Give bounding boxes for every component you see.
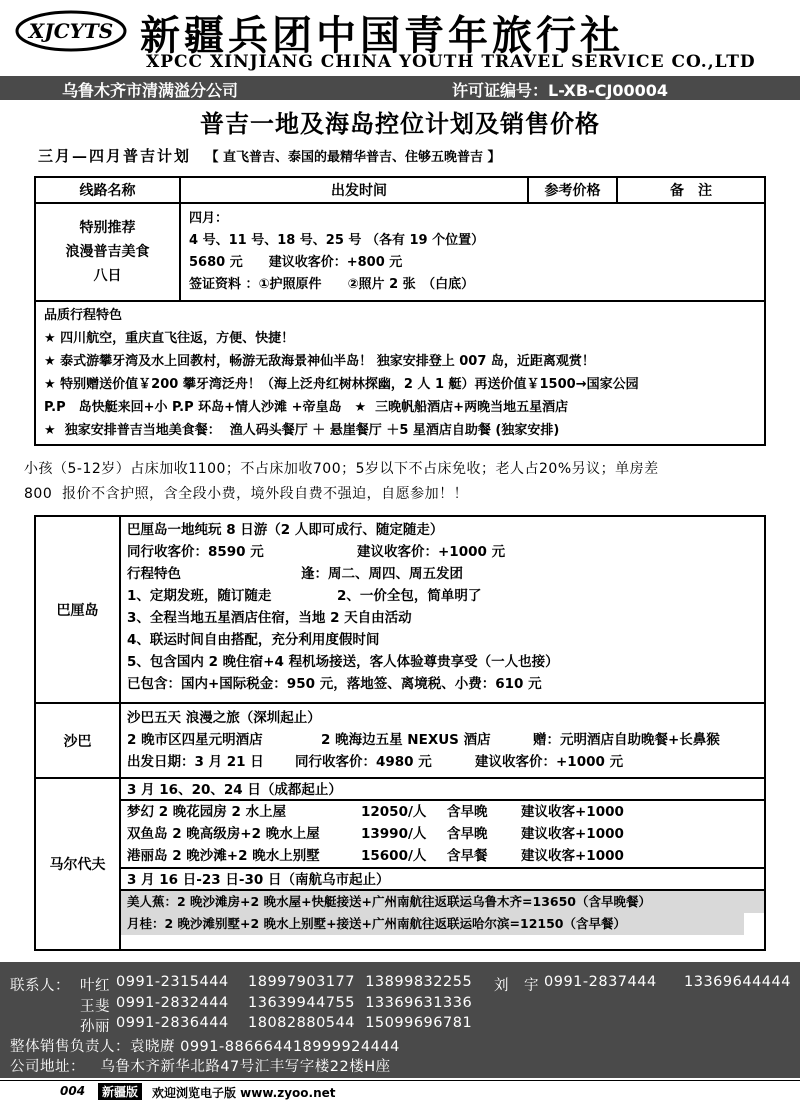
table-row (121, 823, 764, 845)
header (0, 0, 800, 80)
bali-price-line (121, 541, 764, 563)
maldives-package: 月桂：2 晚沙滩别墅+2 晚水上别墅+接送+广州南航往返联运哈尔滨=12150（含早餐） (121, 913, 744, 935)
maldives-section (36, 779, 764, 949)
bali-included: 已包含：国内+国际税金：950 元，落地签、离境税、小费：610 元 (127, 676, 542, 692)
departure-line: 四月： (189, 211, 229, 226)
departure-info (181, 204, 764, 300)
sabah-line: 沙巴五天 浪漫之旅（深圳起止） (127, 710, 321, 726)
bali-content (121, 517, 764, 702)
license-number: 许可证编号：L-XB-CJ00004 (452, 81, 669, 100)
departure-line: 签证资料 ：①护照原件 ②照片 2 张 （白底） (189, 277, 475, 292)
resort-suggest: 建议收客+1000 (521, 848, 624, 864)
features (36, 302, 764, 444)
sabah-peer-price: 同行收客价：4980 元 (295, 754, 432, 770)
branch-band (0, 76, 800, 100)
pricing-note (24, 457, 784, 507)
table-row (121, 801, 764, 823)
feature-item: ★ 特别赠送价值￥200 攀牙湾泛舟！（海上泛舟红树林探幽，2 人 1 艇）再送价值￥1500→国家公园 (44, 377, 639, 392)
sabah-date-line (121, 751, 764, 773)
plan-subtitle: 【 直飞普吉、泰国的最精华普吉、住够五晚普吉 】 (205, 150, 501, 165)
maldives-content (121, 779, 764, 949)
contact-phone: 0991-2832444 (116, 995, 229, 1011)
contact-phone: 0991-2836444 (116, 1015, 229, 1031)
sabah-hotel-line (121, 729, 764, 751)
sabah-date: 出发日期：3 月 21 日 (127, 754, 264, 770)
bali-suggest-price: 建议收客价：+1000 元 (357, 544, 506, 560)
resort-name: 港丽岛 2 晚沙滩+2 晚水上别墅 (127, 848, 320, 864)
sabah-hotel: 2 晚海边五星 NEXUS 酒店 (321, 732, 491, 748)
resort-meal: 含早餐 (447, 848, 488, 864)
contact-mobile: 13369644444 (684, 974, 791, 990)
footer-website[interactable]: 欢迎浏览电子版 www.zyoo.net (152, 1086, 336, 1100)
contact-mobile: 13639944755 13369631336 (248, 995, 473, 1011)
col-route: 线路名称 (36, 178, 181, 202)
table-row (36, 204, 764, 302)
feature-item: ★ 四川航空，重庆直飞往返，方便、快捷！ (44, 331, 295, 346)
bali-peer-price: 同行收客价：8590 元 (127, 544, 264, 560)
resort-price: 13990/人 (361, 826, 427, 842)
resort-meal: 含早晚 (447, 826, 488, 842)
contact-name: 刘 宇 (494, 978, 539, 994)
contact-mobile: 18997903177 13899832255 (248, 974, 473, 990)
bali-item: 2、一价全包，简单明了 (337, 588, 482, 604)
sabah-suggest-price: 建议收客价：+1000 元 (475, 754, 624, 770)
col-price: 参考价格 (529, 178, 618, 202)
page-number: 004 (60, 1084, 86, 1098)
company-name-cn: 新疆兵团中国青年旅行社 (140, 12, 624, 59)
bali-item: 3、全程当地五星酒店住宿，当地 2 天自由活动 (127, 610, 412, 626)
bali-feature-title: 行程特色 (127, 566, 181, 582)
table-row (121, 845, 764, 869)
sales-manager: 整体销售负责人：袁晓赓 0991-886664418999924444 (10, 1039, 400, 1055)
departure-line: 4 号、11 号、18 号、25 号 （各有 19 个位置） (189, 233, 485, 248)
sabah-content (121, 704, 764, 777)
branch-name: 乌鲁木齐市清满溢分公司 (62, 81, 239, 100)
phuket-table (34, 176, 766, 446)
resort-name: 梦幻 2 晚花园房 2 水上屋 (127, 804, 287, 820)
bali-schedule: 逢：周二、周四、周五发团 (301, 566, 463, 582)
col-remark: 备 注 (670, 183, 712, 199)
sabah-gift: 赠：元明酒店自助晚餐+长鼻猴 (533, 732, 720, 748)
route-line: 浪漫普吉美食 (65, 244, 150, 260)
feature-item: ★ 独家安排普吉当地美食餐： 渔人码头餐厅 ＋ 悬崖餐厅 ＋5 星酒店自助餐 (独家安排) (44, 423, 560, 438)
bali-section (36, 517, 764, 704)
resort-name: 双鱼岛 2 晚高级房+2 晚水上屋 (127, 826, 320, 842)
contact-name: 王斐 (80, 999, 110, 1015)
contact-phone: 0991-2837444 (544, 974, 657, 990)
table-header-row (36, 178, 764, 204)
island-table (34, 515, 766, 951)
note-line: 800 报价不含护照，含全段小费，境外段自费不强迫，自愿参加！！ (24, 486, 469, 502)
footer (0, 1080, 800, 1100)
route-name (36, 204, 181, 300)
feature-item: ★ 泰式游攀牙湾及水上回教村，畅游无敌海景神仙半岛！ 独家安排登上 007 岛，近距离观赏！ (44, 354, 595, 369)
contact-name: 叶红 (80, 978, 110, 994)
bali-item: 4、联运时间自由搭配，充分利用度假时间 (127, 632, 380, 648)
resort-suggest: 建议收客+1000 (521, 826, 624, 842)
col-departure: 出发时间 (181, 178, 529, 202)
bali-feature-line (121, 563, 764, 585)
bali-items-line (121, 585, 764, 607)
bali-label: 巴厘岛 (36, 517, 121, 702)
route-line: 特别推荐 (79, 220, 136, 236)
bali-line: 巴厘岛一地纯玩 8 日游（2 人即可成行、随定随走） (127, 522, 444, 538)
page-title: 普吉一地及海岛控位计划及销售价格 (200, 110, 600, 138)
maldives-schedule-2: 3 月 16 日-23 日-30 日（南航乌市起止） (121, 869, 764, 891)
plan-heading (38, 145, 501, 166)
company-name-en: XPCC XINJIANG CHINA YOUTH TRAVEL SERVICE CO.,LTD (146, 52, 756, 72)
note-line: 小孩（5-12岁）占床加收1100；不占床加收700；5岁以下不占床免收；老人占20%另议；单房差 (24, 461, 659, 477)
resort-price: 15600/人 (361, 848, 427, 864)
bali-item: 5、包含国内 2 晚住宿+4 程机场接送，客人体验尊贵享受（一人也接） (127, 654, 559, 670)
contacts-panel (0, 962, 800, 1078)
contact-name: 孙丽 (80, 1019, 110, 1035)
company-logo (12, 8, 130, 54)
plan-label: 三月—四月普吉计划 (38, 147, 192, 165)
features-title: 品质行程特色 (44, 308, 123, 323)
feature-item: P.P 岛快艇来回+小 P.P 环岛+情人沙滩 +帝皇岛 ★ 三晚帆船酒店+两晚当地五星酒店 (44, 400, 569, 415)
maldives-schedule-1: 3 月 16、20、24 日（成都起止） (121, 779, 764, 801)
resort-price: 12050/人 (361, 804, 427, 820)
contact-mobile: 18082880544 15099696781 (248, 1015, 473, 1031)
svg-text:XJCYTS: XJCYTS (28, 19, 114, 43)
resort-meal: 含早晚 (447, 804, 488, 820)
maldives-package: 美人蕉：2 晚沙滩房+2 晚水屋+快艇接送+广州南航往返联运乌鲁木齐=13650（含早晚餐） (121, 891, 764, 913)
sabah-section (36, 704, 764, 779)
maldives-label: 马尔代夫 (36, 779, 121, 949)
bali-item: 1、定期发班，随订随走 (127, 588, 272, 604)
company-address: 公司地址： 乌鲁木齐新华北路47号汇丰写字楼22楼H座 (10, 1059, 391, 1075)
resort-suggest: 建议收客+1000 (521, 804, 624, 820)
sabah-label: 沙巴 (36, 704, 121, 777)
departure-line: 5680 元 建议收客价：+800 元 (189, 255, 403, 270)
sabah-hotel: 2 晚市区四星元明酒店 (127, 732, 263, 748)
contact-phone: 0991-2315444 (116, 974, 229, 990)
route-line: 八日 (93, 268, 122, 284)
contacts-label: 联系人： (10, 978, 70, 994)
edition-tag: 新疆版 (98, 1083, 142, 1100)
